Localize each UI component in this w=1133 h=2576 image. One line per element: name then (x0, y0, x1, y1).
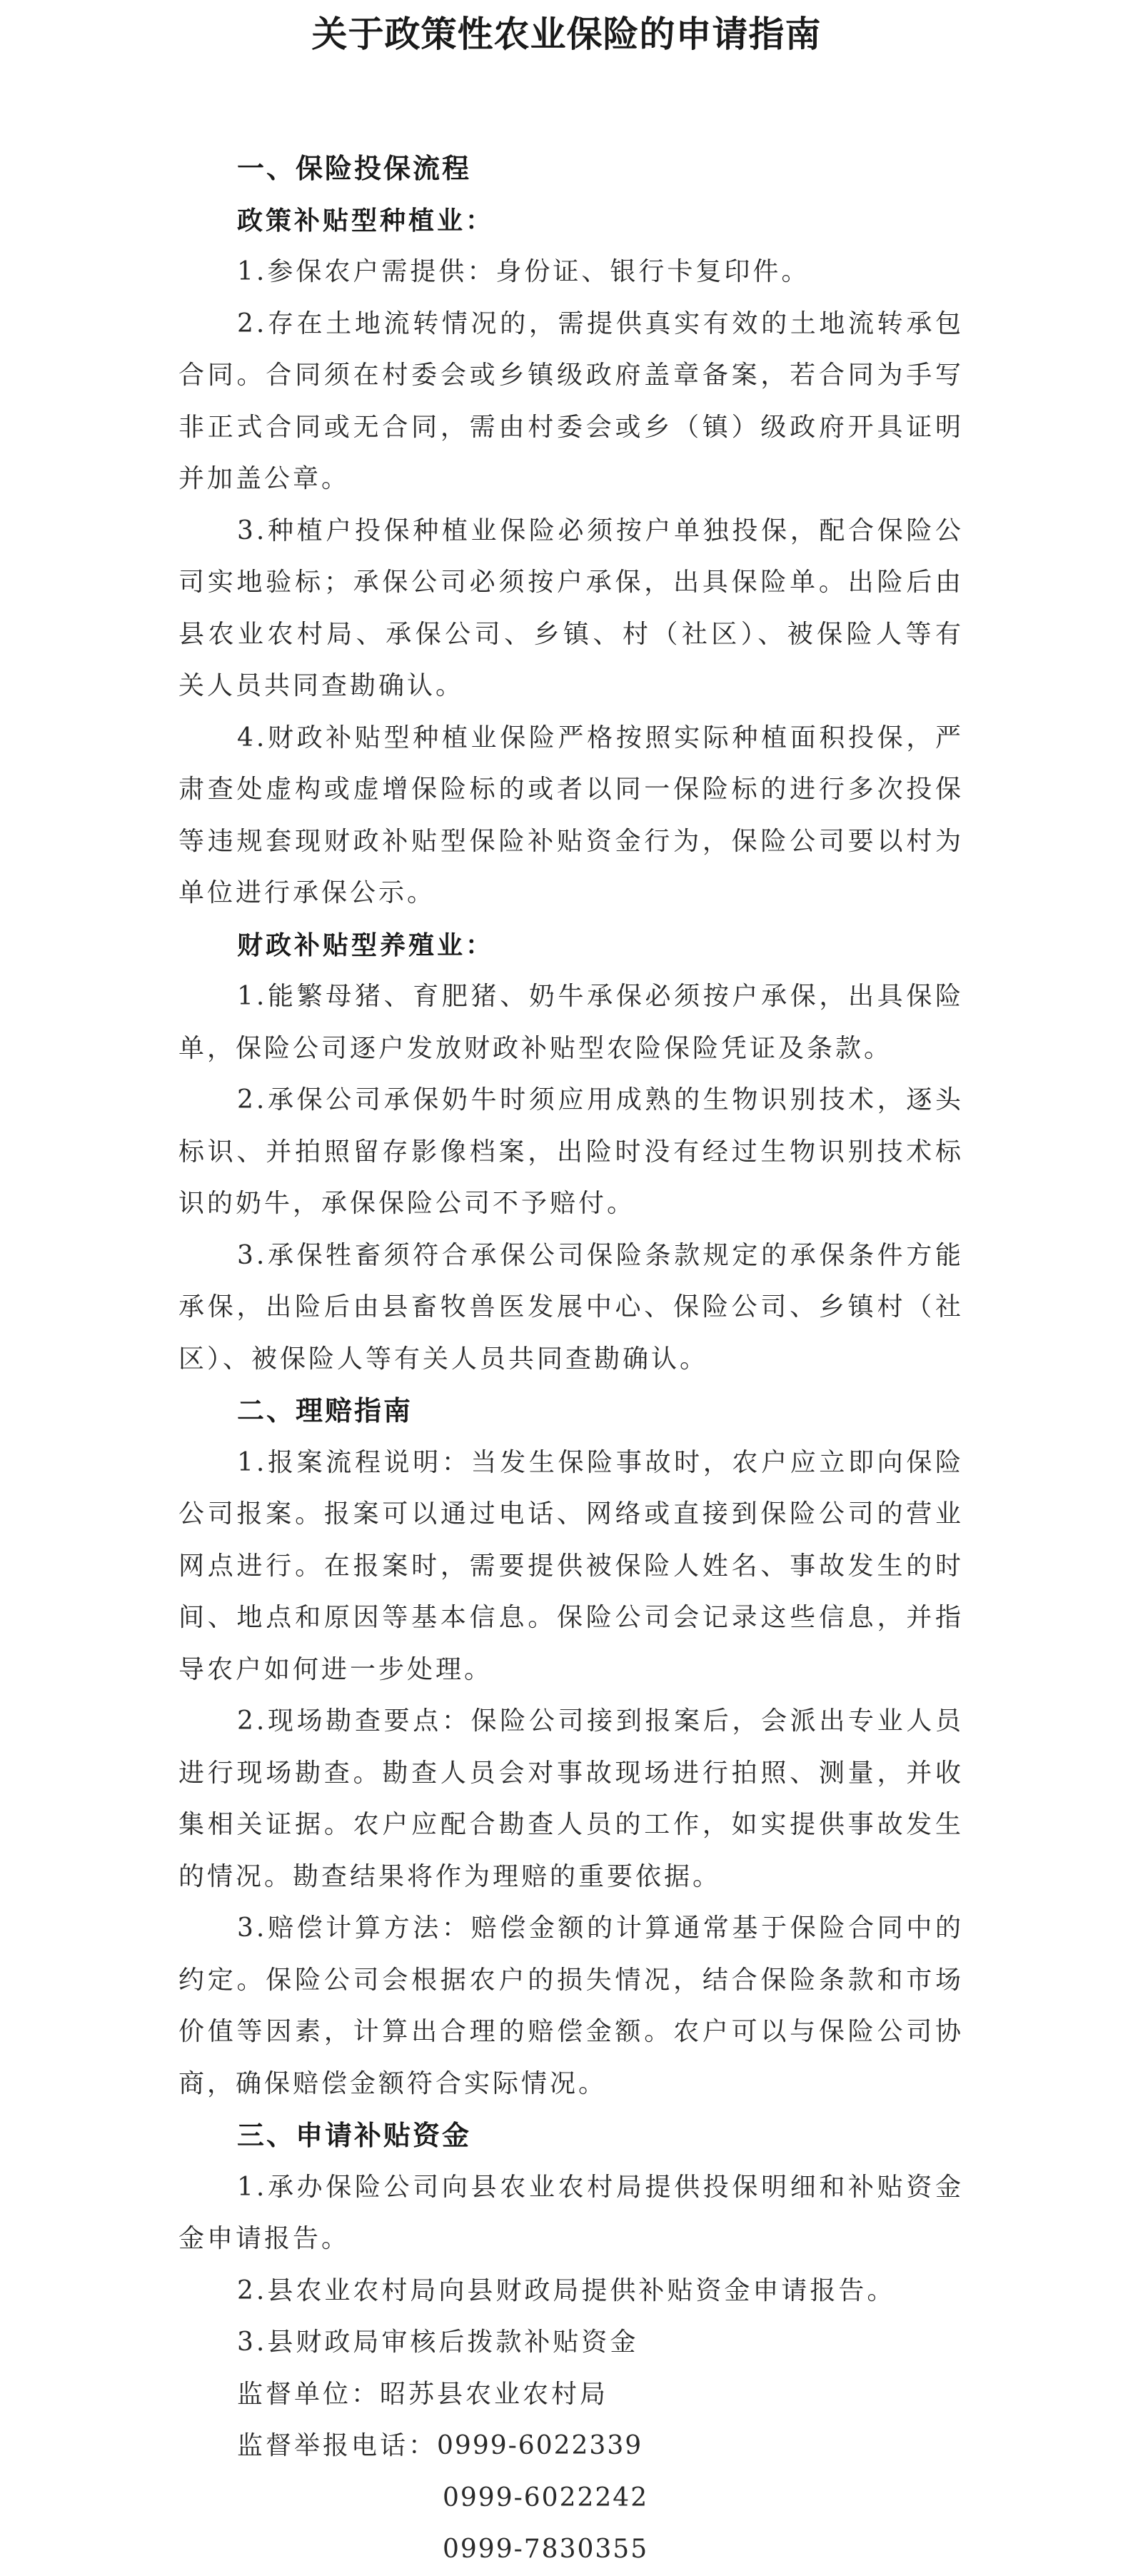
hotline-row (178, 2420, 964, 2472)
breeding-item: 1.能繁母猪、育肥猪、奶牛承保必须按户承保，出具保险单，保险公司逐户发放财政补贴型农险保险凭证及条款。 (178, 982, 964, 1063)
claims-item: 3.赔偿计算方法：赔偿金额的计算通常基于保险合同中的约定。保险公司会根据农户的损失情况，结合保险条款和市场价值等因素，计算出合理的赔偿金额。农户可以与保险公司协商，确保赔偿金额符合实际情况。 (178, 1913, 964, 2098)
planting-item: 1.参保农户需提供：身份证、银行卡复印件。 (237, 257, 810, 286)
hotline-label: 监督举报电话： (237, 2431, 438, 2460)
section-heading-claims-guide: 二、理赔指南 (237, 1395, 413, 1427)
section-heading-insurance-process: 一、保险投保流程 (237, 153, 472, 184)
planting-item: 2.存在土地流转情况的，需提供真实有效的土地流转承包合同。合同须在村委会或乡镇级政府盖章备案，若合同为手写非正式合同或无合同，需由村委会或乡（镇）级政府开具证明并加盖公章。 (178, 308, 964, 493)
subsidy-item: 3.县财政局审核后拨款补贴资金 (237, 2328, 639, 2357)
subsidy-item: 1.承办保险公司向县农业农村局提供投保明细和补贴资金金申请报告。 (178, 2172, 964, 2253)
subheading-planting: 政策补贴型种植业： (237, 205, 495, 236)
breeding-item: 3.承保牲畜须符合承保公司保险条款规定的承保条件方能承保，出险后由县畜牧兽医发展中心、保险公司、乡镇村（社区）、被保险人等有关人员共同查勘确认。 (178, 1240, 964, 1374)
document-body (178, 143, 964, 2576)
phone-number: 0999-6022242 (443, 2482, 649, 2512)
claims-item: 1.报案流程说明：当发生保险事故时，农户应立即向保险公司报案。报案可以通过电话、网络或直接到保险公司的营业网点进行。在报案时，需要提供被保险人姓名、事故发生的时间、地点和原因等基本信息。保险公司会记录这些信息，并指导农户如何进一步处理。 (178, 1447, 964, 1684)
planting-item: 3.种植户投保种植业保险必须按户单独投保，配合保险公司实地验标；承保公司必须按户承保，出具保险单。出险后由县农业农村局、承保公司、乡镇、村（社区）、被保险人等有关人员共同查勘确认。 (178, 515, 964, 700)
claims-item: 2.现场勘查要点：保险公司接到报案后，会派出专业人员进行现场勘查。勘查人员会对事故现场进行拍照、测量，并收集相关证据。农户应配合勘查人员的工作，如实提供事故发生的情况。勘查结果将作为理赔的重要依据。 (178, 1706, 964, 1891)
supervisor-unit: 监督单位：昭苏县农业农村局 (237, 2379, 609, 2409)
breeding-item: 2.承保公司承保奶牛时须应用成熟的生物识别技术，逐头标识、并拍照留存影像档案，出险时没有经过生物识别技术标识的奶牛，承保保险公司不予赔付。 (178, 1085, 964, 1218)
phone-number: 0999-7830355 (443, 2535, 649, 2564)
section-heading-subsidy-application: 三、申请补贴资金 (237, 2120, 472, 2151)
phone-number: 0999-6022339 (437, 2431, 643, 2460)
subsidy-item: 2.县农业农村局向县财政局提供补贴资金申请报告。 (237, 2275, 896, 2305)
subheading-breeding: 财政补贴型养殖业： (237, 930, 495, 960)
planting-item: 4.财政补贴型种植业保险严格按照实际种植面积投保，严肃查处虚构或虚增保险标的或者以同一保险标的进行多次投保等违规套现财政补贴型保险补贴资金行为，保险公司要以村为单位进行承保公示。 (178, 723, 964, 907)
page-title: 关于政策性农业保险的申请指南 (311, 14, 822, 55)
